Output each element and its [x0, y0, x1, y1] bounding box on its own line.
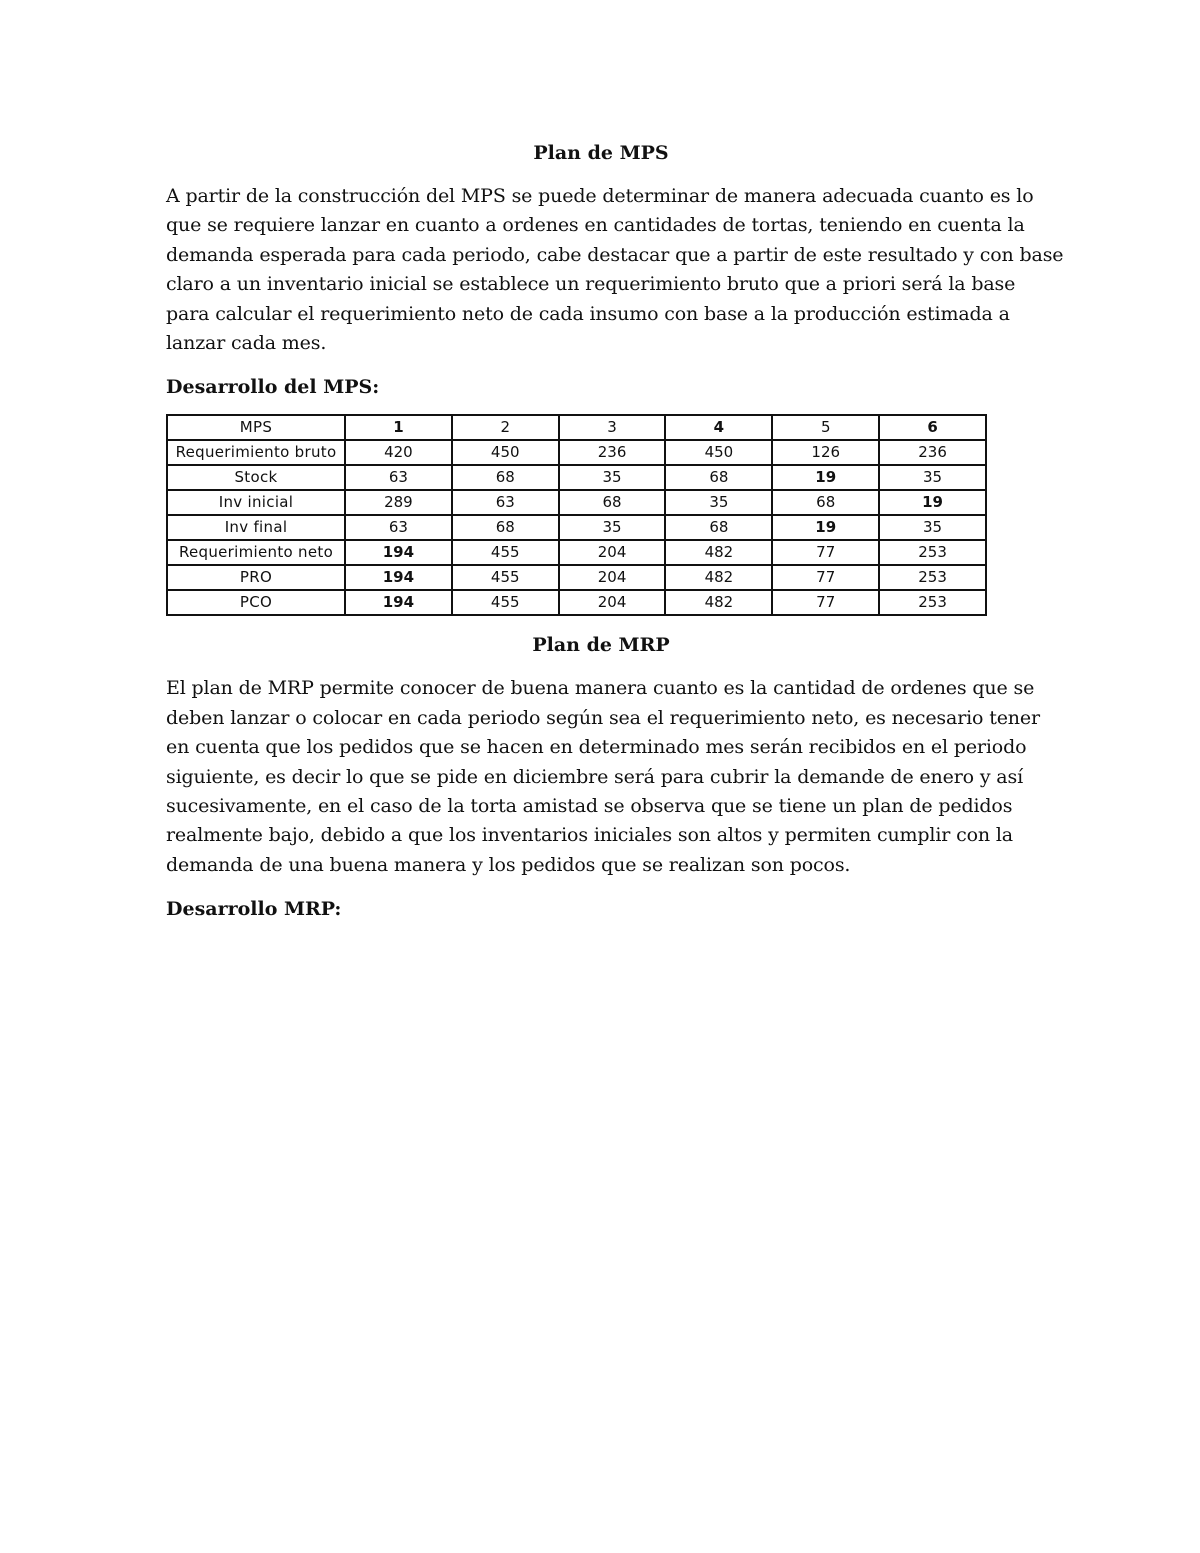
- table-cell: 455: [452, 565, 559, 590]
- mps-table: [166, 414, 987, 616]
- table-cell: 68: [772, 490, 879, 515]
- table-cell: 204: [559, 540, 666, 565]
- table-cell: 19: [772, 515, 879, 540]
- table-cell: 236: [559, 440, 666, 465]
- row-label: Inv final: [167, 515, 345, 540]
- paragraph-line: que se requiere lanzar en cuanto a ordenes en cantidades de tortas, teniendo en cuenta la: [166, 214, 1025, 237]
- table-cell: 63: [345, 515, 452, 540]
- table-cell: 455: [452, 540, 559, 565]
- mrp-paragraph: [166, 674, 1040, 880]
- table-cell: 194: [345, 540, 452, 565]
- table-cell: 204: [559, 590, 666, 615]
- paragraph-line: realmente bajo, debido a que los inventarios iniciales son altos y permiten cumplir con la: [166, 824, 1013, 847]
- paragraph-line: sucesivamente, en el caso de la torta amistad se observa que se tiene un plan de pedidos: [166, 795, 1013, 818]
- header-cell: 4: [665, 415, 772, 440]
- table-cell: 194: [345, 565, 452, 590]
- table-cell: 68: [665, 465, 772, 490]
- header-cell: 2: [452, 415, 559, 440]
- header-cell: MPS: [167, 415, 345, 440]
- table-cell: 35: [559, 515, 666, 540]
- row-label: Inv inicial: [167, 490, 345, 515]
- row-label: Stock: [167, 465, 345, 490]
- table-row: [167, 565, 986, 590]
- mps-title: Plan de MPS: [533, 142, 669, 164]
- document-page: [166, 138, 1064, 924]
- mrp-title: Plan de MRP: [532, 634, 670, 657]
- paragraph-line: A partir de la construcción del MPS se puede determinar de manera adecuada cuanto es lo: [166, 185, 1034, 207]
- table-cell: 77: [772, 540, 879, 565]
- header-cell: 6: [879, 415, 986, 440]
- table-cell: 68: [452, 465, 559, 490]
- table-cell: 35: [879, 465, 986, 490]
- table-cell: 204: [559, 565, 666, 590]
- table-cell: 19: [772, 465, 879, 490]
- table-cell: 35: [879, 515, 986, 540]
- table-row: [167, 490, 986, 515]
- mrp-subheading: Desarrollo MRP:: [166, 898, 342, 921]
- row-label: PRO: [167, 565, 345, 590]
- table-row: [167, 515, 986, 540]
- table-cell: 455: [452, 590, 559, 615]
- paragraph-line: claro a un inventario inicial se establece un requerimiento bruto que a priori será la base: [166, 273, 1016, 296]
- paragraph-line: demanda esperada para cada periodo, cabe destacar que a partir de este resultado y con base: [166, 243, 1064, 266]
- table-cell: 126: [772, 440, 879, 465]
- table-cell: 194: [345, 590, 452, 615]
- table-row: [167, 590, 986, 615]
- table-cell: 420: [345, 440, 452, 465]
- header-cell: 5: [772, 415, 879, 440]
- table-cell: 63: [452, 490, 559, 515]
- table-cell: 236: [879, 440, 986, 465]
- header-cell: 1: [345, 415, 452, 440]
- table-cell: 450: [665, 440, 772, 465]
- paragraph-line: lanzar cada mes.: [166, 332, 327, 355]
- table-cell: 482: [665, 540, 772, 565]
- table-cell: 35: [665, 490, 772, 515]
- table-header-row: [167, 415, 986, 440]
- table-cell: 63: [345, 465, 452, 490]
- table-row: [167, 465, 986, 490]
- table-cell: 77: [772, 565, 879, 590]
- paragraph-line: deben lanzar o colocar en cada periodo según sea el requerimiento neto, es necesario tener: [166, 706, 1040, 729]
- paragraph-line: en cuenta que los pedidos que se hacen en determinado mes serán recibidos en el periodo: [166, 736, 1027, 759]
- table-row: [167, 440, 986, 465]
- table-cell: 19: [879, 490, 986, 515]
- table-cell: 289: [345, 490, 452, 515]
- table-cell: 482: [665, 565, 772, 590]
- header-cell: 3: [559, 415, 666, 440]
- table-cell: 35: [559, 465, 666, 490]
- mps-subheading: Desarrollo del MPS:: [166, 376, 380, 399]
- table-cell: 77: [772, 590, 879, 615]
- table-cell: 450: [452, 440, 559, 465]
- table-cell: 68: [665, 515, 772, 540]
- table-cell: 253: [879, 565, 986, 590]
- paragraph-line: siguiente, es decir lo que se pide en diciembre será para cubrir la demande de enero y así: [166, 765, 1023, 788]
- mps-paragraph: [166, 182, 1064, 358]
- row-label: Requerimiento neto: [167, 540, 345, 565]
- paragraph-line: El plan de MRP permite conocer de buena manera cuanto es la cantidad de ordenes que se: [166, 677, 1035, 700]
- table-cell: 68: [452, 515, 559, 540]
- table-cell: 482: [665, 590, 772, 615]
- table-cell: 253: [879, 590, 986, 615]
- table-row: [167, 540, 986, 565]
- table-cell: 68: [559, 490, 666, 515]
- table-cell: 253: [879, 540, 986, 565]
- paragraph-line: para calcular el requerimiento neto de cada insumo con base a la producción estimada a: [166, 302, 1010, 325]
- row-label: PCO: [167, 590, 345, 615]
- paragraph-line: demanda de una buena manera y los pedidos que se realizan son pocos.: [166, 853, 851, 876]
- row-label: Requerimiento bruto: [167, 440, 345, 465]
